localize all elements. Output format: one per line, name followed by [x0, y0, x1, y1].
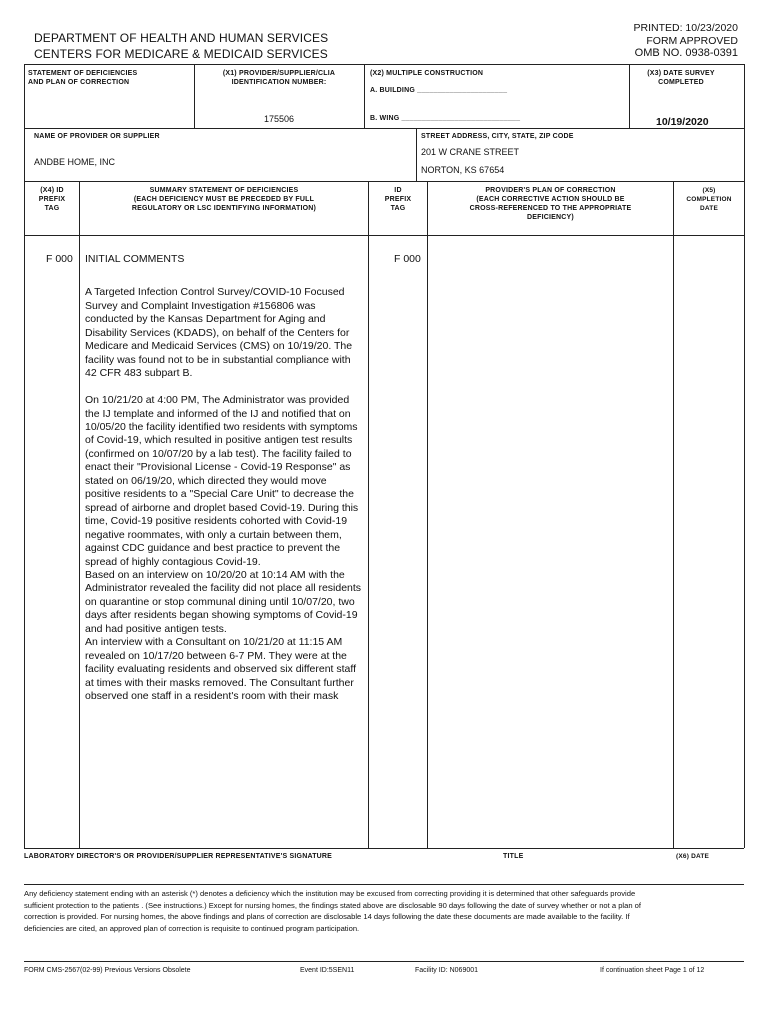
- rule: [368, 181, 369, 848]
- prefix-tag-right: F 000: [394, 253, 421, 265]
- statement-label: STATEMENT OF DEFICIENCIES AND PLAN OF CORRECTION: [28, 70, 138, 86]
- centers-name: CENTERS FOR MEDICARE & MEDICAID SERVICES: [34, 47, 328, 61]
- page-number: If continuation sheet Page 1 of 12: [600, 967, 705, 974]
- deficiency-statement: [85, 253, 365, 703]
- paragraph: An interview with a Consultant on 10/21/20 at 11:15 AM revealed on 10/17/20 between 6-7 PM. They were at the facility evaluating residents and observed six different staff at times with their masks removed. The Consultant further observed one staff in a resident's room with their mask: [85, 636, 357, 703]
- x4-header: (X4) ID PREFIX TAG: [38, 187, 66, 212]
- section-heading: INITIAL COMMENTS: [85, 253, 185, 265]
- x3-label: (X3) DATE SURVEY COMPLETED: [647, 70, 715, 86]
- printed-date: PRINTED: 10/23/2020: [633, 22, 738, 34]
- form-info: [634, 22, 738, 60]
- x2-label: (X2) MULTIPLE CONSTRUCTION: [370, 70, 484, 77]
- paragraph: A Targeted Infection Control Survey/COVID-10 Focused Survey and Complaint Investigation #156806 was conducted by the Kansas Department for Aging and Disability Services (KDADS), on behalf of the Centers for Medicare and Medicaid Services (CMS) on 10/19/20. The facility was found not to be in substantial compliance with 42 CFR 483 subpart B.: [85, 286, 353, 380]
- prefix-tag-left: F 000: [46, 253, 73, 265]
- address-street: 201 W CRANE STREET: [421, 147, 520, 157]
- building-field: A. BUILDING ______________________: [370, 87, 508, 94]
- rule: [24, 848, 744, 849]
- rule: [79, 181, 80, 848]
- facility-id: Facility ID: N069001: [415, 967, 479, 974]
- x5-header: (X5) COMPLETION DATE: [686, 187, 732, 212]
- omb-number: OMB NO. 0938-0391: [634, 47, 738, 59]
- rule: [364, 64, 365, 128]
- rule: [24, 961, 744, 962]
- address-label: STREET ADDRESS, CITY, STATE, ZIP CODE: [421, 133, 574, 140]
- title-label: TITLE: [503, 853, 524, 860]
- provider-id-number: 175506: [263, 114, 295, 124]
- date-label: (X6) DATE: [676, 853, 710, 860]
- wing-field: B. WING _____________________________: [370, 115, 521, 122]
- provider-name: ANDBE HOME, INC: [34, 157, 116, 167]
- id-header: ID PREFIX TAG: [384, 187, 412, 212]
- rule: [24, 64, 25, 848]
- rule: [416, 128, 417, 181]
- provider-name-label: NAME OF PROVIDER OR SUPPLIER: [34, 133, 160, 140]
- rule: [24, 128, 744, 129]
- survey-completed-date: 10/19/2020: [656, 116, 709, 128]
- signature-label: LABORATORY DIRECTOR'S OR PROVIDER/SUPPLIER REPRESENTATIVE'S SIGNATURE: [24, 853, 333, 860]
- agency-header: [34, 30, 328, 62]
- form-number: FORM CMS-2567(02-99) Previous Versions Obsolete: [24, 967, 191, 974]
- rule: [673, 181, 674, 848]
- plan-header: PROVIDER'S PLAN OF CORRECTION (EACH CORRECTIVE ACTION SHOULD BE CROSS-REFERENCED TO THE APPROPRIATE DEFICIENCY): [469, 187, 632, 221]
- summary-header: SUMMARY STATEMENT OF DEFICIENCIES (EACH DEFICIENCY MUST BE PRECEDED BY FULL REGULATORY OR LSC IDENTIFYING INFORMATION): [131, 187, 317, 212]
- paragraph: Based on an interview on 10/20/20 at 10:14 AM with the Administrator revealed the facility did not place all residents on quarantine or stop communal dining until 10/07/20, two days after residents began showing symptoms of Covid-19 and had positive antigen tests.: [85, 568, 362, 635]
- rule: [744, 64, 745, 848]
- rule: [24, 64, 744, 65]
- address-city: NORTON, KS 67654: [421, 165, 505, 175]
- rule: [24, 235, 744, 236]
- form-approved: FORM APPROVED: [646, 34, 738, 47]
- rule: [427, 181, 428, 848]
- x1-label: (X1) PROVIDER/SUPPLIER/CLIA IDENTIFICATION NUMBER:: [222, 70, 336, 86]
- rule: [194, 64, 195, 128]
- disclaimer: Any deficiency statement ending with an asterisk (*) denotes a deficiency which the institution may be excused from correcting providing it is determined that other safeguards provide sufficient protection to the patients . (See instructions.) Except for nursing homes, the findings stated above are disclosable 90 days following the date of survey whether or not a plan of correction is provided. For nursing homes, the above findings and plans of correction are disclosable 14 days following the date these documents are made available to the facility. If deficiencies are cited, an approved plan of correction is requisite to continued program participation.: [24, 889, 641, 933]
- event-id: Event ID:5SEN11: [300, 967, 355, 974]
- rule: [24, 884, 744, 885]
- rule: [629, 64, 630, 128]
- rule: [24, 181, 744, 182]
- department-name: DEPARTMENT OF HEALTH AND HUMAN SERVICES: [34, 31, 329, 45]
- paragraph: On 10/21/20 at 4:00 PM, The Administrator was provided the IJ template and informed of the IJ and notified that on 10/05/20 the facility identified two residents with symptoms of Covid-19, which resulted in positive antigen test results (confirmed on 10/07/20 by a lab test). The facility failed to enact their "Provisional License - Covid-19 Response" as stated on 06/19/20, which directed they would move positive residents to a "Special Care Unit" to decrease the spread of airborne and droplet based Covid-19. During this time, Covid-19 positive residents cohorted with Covid-19 negative roommates, with only a curtain between them, against CDC guidance and best practice to prevent the spread of highly contagious Covid-19.: [85, 394, 359, 568]
